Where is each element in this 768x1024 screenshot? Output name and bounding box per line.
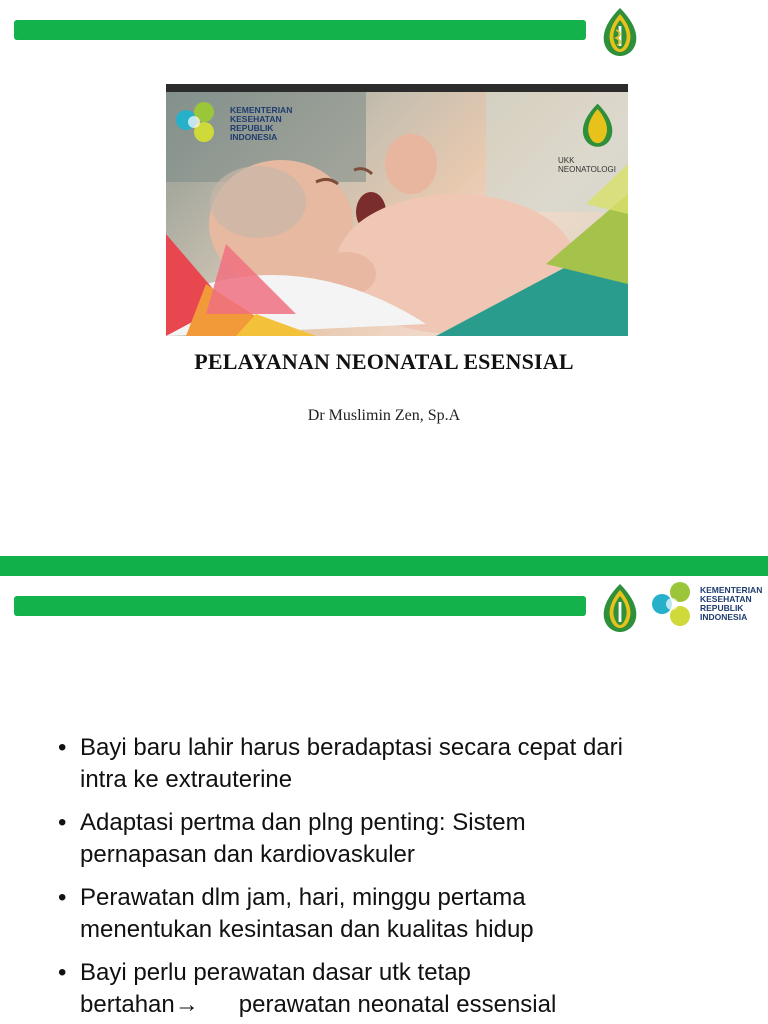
header-green-bar: [14, 20, 586, 40]
bullet-line: pernapasan dan kardiovaskuler: [80, 841, 415, 868]
kemenkes-line: REPUBLIK: [230, 122, 274, 133]
bullet-line: menentukan kesintasan dan kualitas hidup: [80, 916, 534, 943]
bullet-glyph: •: [58, 734, 67, 761]
bullet-line: Bayi perlu perawatan dasar utk tetap: [80, 959, 471, 986]
bullet-line: bertahan→ perawatan neonatal essensial: [80, 991, 557, 1018]
bullet-glyph: •: [58, 809, 67, 836]
header-green-bar: [14, 596, 586, 616]
kemenkes-line: KEMENTERIAN: [700, 585, 763, 596]
bullet-glyph: •: [58, 884, 67, 911]
bullet-line: intra ke extrauterine: [80, 766, 293, 793]
unit-label: UKK NEONATOLOGI: [558, 156, 616, 174]
list-item: [58, 882, 748, 946]
idai-logo-icon: [596, 4, 644, 58]
bullet-line: Bayi baru lahir harus beradaptasi secara cepat dari: [80, 734, 623, 761]
bullet-line: Perawatan dlm jam, hari, minggu pertama: [80, 884, 526, 911]
content-slide: [0, 576, 768, 1024]
slide-divider: [0, 556, 768, 576]
list-item: [58, 957, 748, 1021]
kemenkes-line: KESEHATAN: [230, 113, 282, 124]
kemenkes-line: REPUBLIK: [700, 603, 744, 613]
bullet-line: Adaptasi pertma dan plng penting: Sistem: [80, 809, 526, 836]
slide-title: PELAYANAN NEONATAL ESENSIAL: [194, 349, 574, 374]
bullet-glyph: •: [58, 959, 67, 986]
kemenkes-wordmark: [230, 106, 292, 142]
newborn-photo: [166, 84, 628, 336]
idai-logo-icon: [596, 580, 644, 634]
kemenkes-logo: [648, 578, 762, 630]
kemenkes-wordmark: [700, 586, 762, 622]
kemenkes-line: INDONESIA: [700, 611, 748, 622]
kemenkes-line: KESEHATAN: [700, 594, 752, 605]
list-item: [58, 807, 748, 871]
author-name: Dr Muslimin Zen, Sp.A: [307, 407, 461, 424]
list-item: [58, 732, 748, 796]
kemenkes-line: KEMENTERIAN: [230, 105, 293, 115]
kemenkes-logo-icon: [648, 578, 698, 630]
bullet-list: [58, 732, 748, 1024]
kemenkes-line: INDONESIA: [230, 131, 278, 142]
